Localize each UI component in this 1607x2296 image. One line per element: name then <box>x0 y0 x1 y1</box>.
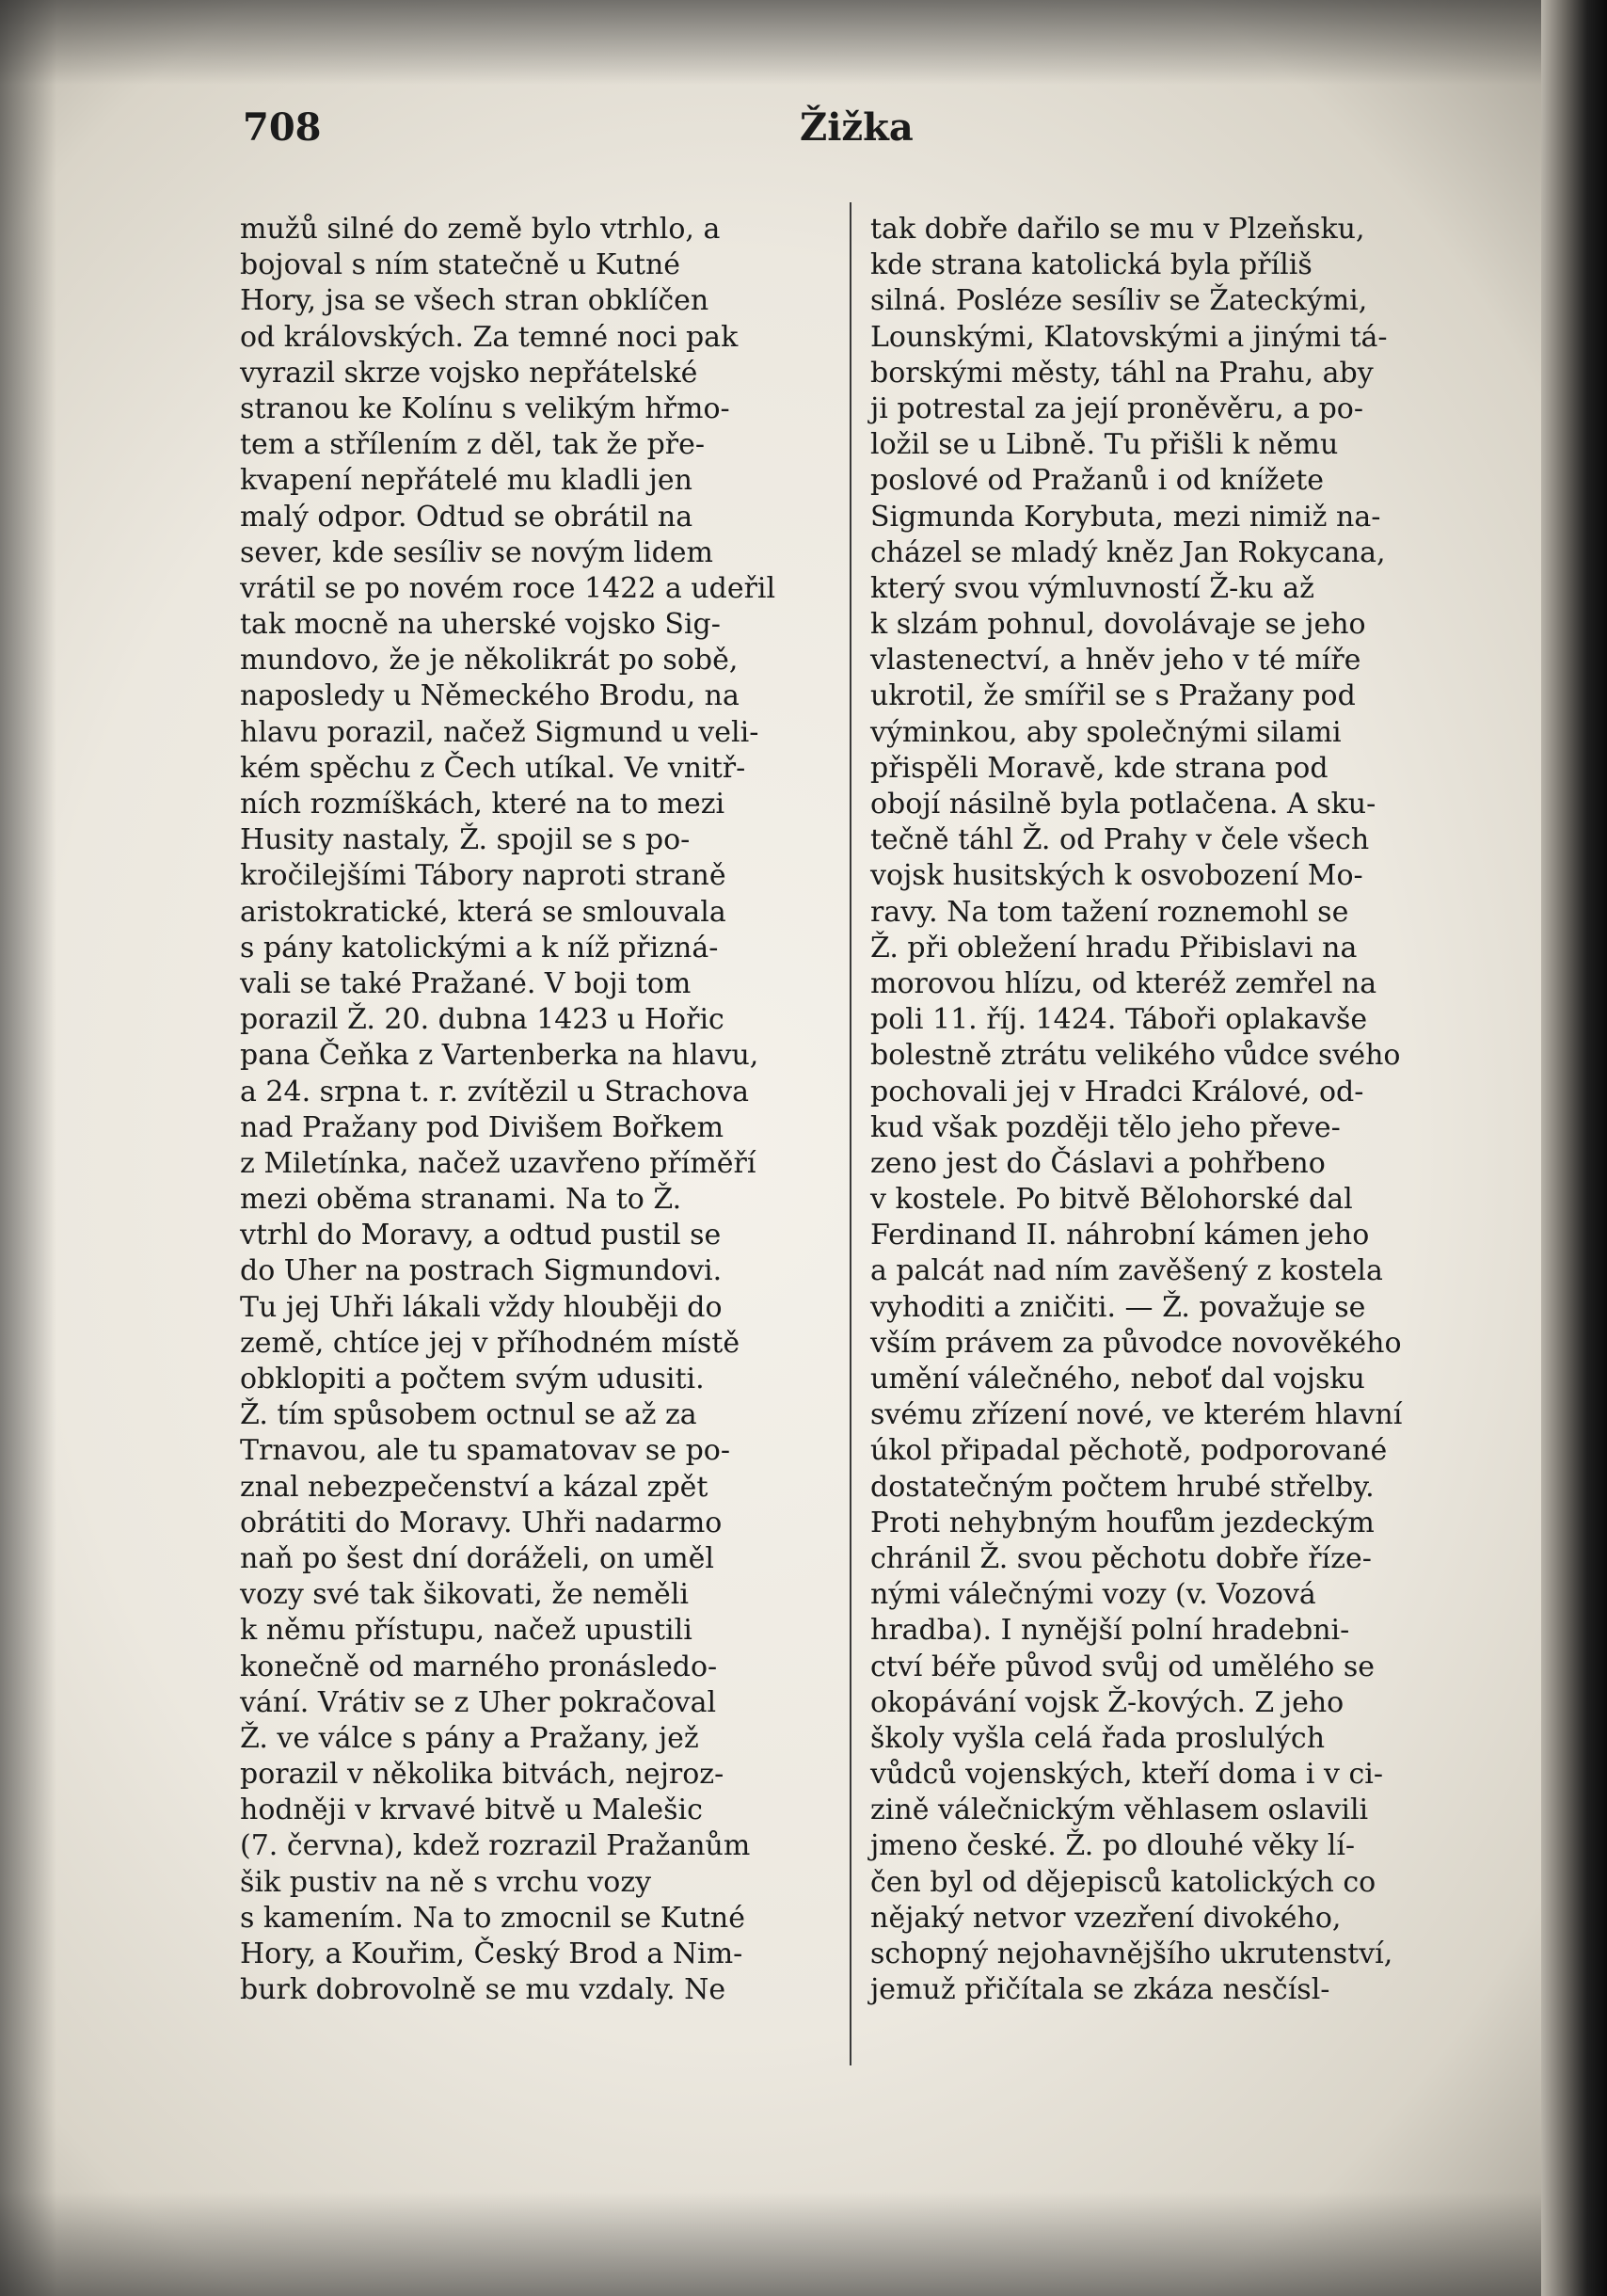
text-line: vrátil se po novém roce 1422 a udeřil <box>240 571 776 605</box>
text-line: Husity nastaly, Ž. spojil se s po- <box>240 823 691 857</box>
text-line: přispěli Moravě, kde strana pod <box>870 751 1329 785</box>
text-line: Tu jej Uhři lákali vždy hlouběji do <box>240 1290 723 1324</box>
text-line: vyrazil skrze vojsko nepřátelské <box>240 356 698 390</box>
column-divider <box>850 202 851 2065</box>
text-line: s pány katolickými a k níž přizná- <box>240 931 719 965</box>
text-line: ložil se u Libně. Tu přišli k němu <box>870 428 1339 462</box>
text-line: umění válečného, neboť dal vojsku <box>870 1363 1365 1395</box>
text-line: vání. Vrátiv se z Uher pokračoval <box>240 1685 717 1719</box>
text-line: hradba). I nynější polní hradebni- <box>870 1614 1350 1648</box>
text-line: vtrhl do Moravy, a odtud pustil se <box>240 1219 722 1252</box>
text-line: mužů silné do země bylo vtrhlo, a <box>240 213 721 246</box>
text-line: hodněji v krvavé bitvě u Malešic <box>240 1794 703 1827</box>
text-line: nými válečnými vozy (v. Vozová <box>870 1578 1316 1612</box>
text-line: okopávání vojsk Ž-kových. Z jeho <box>870 1685 1344 1719</box>
text-line: čen byl od dějepisců katolických co <box>870 1865 1376 1899</box>
right-text-column <box>870 212 1472 2008</box>
text-line: stranou ke Kolínu s velikým hřmo- <box>240 391 730 425</box>
text-line: do Uher na postrach Sigmundovi. <box>240 1254 723 1288</box>
text-line: pana Čeňka z Vartenberka na hlavu, <box>240 1039 759 1073</box>
book-spine-edge <box>1541 0 1607 2296</box>
text-line: vlastenectví, a hněv jeho v té míře <box>870 644 1361 678</box>
text-line: cházel se mladý kněz Jan Rokycana, <box>870 535 1386 569</box>
text-line: Ž. ve válce s pány a Pražany, jež <box>240 1721 699 1755</box>
running-title: Žižka <box>800 105 914 150</box>
text-line: vůdců vojenských, kteří doma i v ci- <box>870 1758 1383 1792</box>
text-line: pochovali jej v Hradci Králové, od- <box>870 1075 1364 1108</box>
text-line: ních rozmíškách, které na to mezi <box>240 788 725 821</box>
text-line: Ž. tím spůsobem octnul se až za <box>240 1398 697 1432</box>
text-line: porazil Ž. 20. dubna 1423 u Hořic <box>240 1003 724 1037</box>
text-line: hlavu porazil, načež Sigmund u veli- <box>240 715 759 749</box>
scan-shadow-top <box>0 0 1607 85</box>
text-line: burk dobrovolně se mu vzdaly. Ne <box>240 1973 726 2007</box>
text-line: ravy. Na tom tažení roznemohl se <box>870 895 1349 929</box>
text-line: porazil v několika bitvách, nejroz- <box>240 1758 724 1792</box>
text-line: ukrotil, že smířil se s Pražany pod <box>870 679 1356 713</box>
text-line: od královských. Za temné noci pak <box>240 320 739 354</box>
text-line: bojoval s ním statečně u Kutné <box>240 248 681 282</box>
text-line: tak dobře dařilo se mu v Plzeňsku, <box>870 213 1365 246</box>
text-line: naposledy u Německého Brodu, na <box>240 679 740 713</box>
text-line: zeno jest do Čáslavi a pohřbeno <box>870 1146 1326 1180</box>
text-line: obklopiti a počtem svým udusiti. <box>240 1363 705 1395</box>
text-line: v kostele. Po bitvě Bělohorské dal <box>870 1183 1353 1217</box>
text-line: zině válečnickým věhlasem oslavili <box>870 1794 1369 1827</box>
text-line: kém spěchu z Čech utíkal. Ve vnitř- <box>240 751 746 785</box>
text-line: mundovo, že je několikrát po sobě, <box>240 644 739 678</box>
text-line: malý odpor. Odtud se obrátil na <box>240 500 693 534</box>
text-line: s kamením. Na to zmocnil se Kutné <box>240 1901 746 1935</box>
text-line: Sigmunda Korybuta, mezi nimiž na- <box>870 500 1381 534</box>
text-line: borskými městy, táhl na Prahu, aby <box>870 356 1374 390</box>
text-line: mezi oběma stranami. Na to Ž. <box>240 1183 682 1217</box>
text-line: sever, kde sesíliv se novým lidem <box>240 535 713 569</box>
text-line: země, chtíce jej v příhodném místě <box>240 1326 740 1360</box>
text-line: k němu přístupu, načež upustili <box>240 1614 692 1648</box>
text-line: Ferdinand II. náhrobní kámen jeho <box>870 1219 1370 1252</box>
text-line: svému zřízení nové, ve kterém hlavní <box>870 1398 1403 1432</box>
text-line: vším právem za původce novověkého <box>870 1326 1402 1360</box>
page-number: 708 <box>243 105 322 150</box>
text-line: Ž. při obležení hradu Přibislavi na <box>870 931 1358 965</box>
text-line: úkol připadal pěchotě, podporované <box>870 1434 1388 1468</box>
text-line: vyhoditi a zničiti. — Ž. považuje se <box>870 1290 1366 1324</box>
text-line: ctví béře původ svůj od umělého se <box>870 1650 1376 1683</box>
text-line: kročilejšími Tábory naproti straně <box>240 859 726 893</box>
text-line: Proti nehybným houfům jezdeckým <box>870 1506 1375 1539</box>
text-line: jmeno české. Ž. po dlouhé věky lí- <box>870 1829 1356 1863</box>
text-line: chránil Ž. svou pěchotu dobře řízе- <box>870 1541 1372 1575</box>
text-line: znal nebezpečenství a kázal zpět <box>240 1470 708 1504</box>
text-line: kde strana katolická byla příliš <box>870 248 1313 282</box>
text-line: poslové od Pražanů i od knížete <box>870 464 1325 498</box>
text-line: Hory, a Kouřim, Český Brod a Nim- <box>240 1937 743 1970</box>
text-line: a 24. srpna t. r. zvítězil u Strachova <box>240 1075 749 1108</box>
text-line: šik pustiv na ně s vrchu vozy <box>240 1865 652 1899</box>
text-line: naň po šest dní doráželi, on uměl <box>240 1541 715 1575</box>
text-line: (7. června), kdež rozrazil Pražanům <box>240 1829 751 1863</box>
text-line: kud však později tělo jeho převe- <box>870 1110 1341 1144</box>
text-line: bolestně ztrátu velikého vůdce svého <box>870 1039 1401 1073</box>
text-line: který svou výmluvností Ž-ku až <box>870 571 1314 605</box>
text-line: vojsk husitských k osvobození Mo- <box>870 859 1363 893</box>
text-line: obojí násilně byla potlačena. A sku- <box>870 788 1376 821</box>
scan-shadow-left <box>0 0 56 2296</box>
text-line: ji potrestal za její proněvěru, a po- <box>870 391 1363 425</box>
text-line: silná. Posléze sesíliv se Žateckými, <box>870 284 1368 318</box>
text-line: aristokratické, která se smlouvala <box>240 895 726 929</box>
scan-shadow-bottom <box>0 2192 1607 2296</box>
text-line: dostatečným počtem hrubé střelby. <box>870 1470 1375 1504</box>
text-line: schopný nejohavnějšího ukrutenství, <box>870 1937 1393 1970</box>
text-line: jemuž přičítala se zkáza nesčísl- <box>870 1973 1330 2007</box>
left-text-column <box>240 212 842 2008</box>
text-line: školy vyšla celá řada proslulých <box>870 1721 1326 1755</box>
text-line: tak mocně na uherské vojsko Sig- <box>240 608 721 642</box>
text-line: Trnavou, ale tu spamatovav se po- <box>240 1434 730 1468</box>
text-line: Lounskými, Klatovskými a jinými tá- <box>870 320 1388 354</box>
text-line: tem a střílením z děl, tak že pře- <box>240 428 706 462</box>
text-line: morovou hlízu, od kteréž zemřel na <box>870 966 1377 1000</box>
text-line: nad Pražany pod Divišem Bořkem <box>240 1110 724 1144</box>
text-line: výminkou, aby společnými silami <box>870 715 1342 749</box>
text-line: poli 11. říj. 1424. Táboři oplakavše <box>870 1003 1368 1037</box>
text-line: konečně od marného pronásledo- <box>240 1650 718 1683</box>
text-line: obrátiti do Moravy. Uhři nadarmo <box>240 1506 723 1539</box>
text-line: nějaký netvor vzezření divokého, <box>870 1901 1342 1935</box>
text-line: z Miletínka, načež uzavřeno příměří <box>240 1146 756 1180</box>
text-line: kvapení nepřátelé mu kladli jen <box>240 464 692 498</box>
text-line: k slzám pohnul, dovolávaje se jeho <box>870 608 1366 642</box>
text-line: vali se také Pražané. V boji tom <box>240 966 692 1000</box>
text-line: vozy své tak šikovati, že neměli <box>240 1578 689 1612</box>
text-line: tečně táhl Ž. od Prahy v čele všech <box>870 823 1370 857</box>
text-line: Hory, jsa se všech stran obklíčen <box>240 284 709 318</box>
text-line: a palcát nad ním zavěšený z kostela <box>870 1254 1383 1288</box>
